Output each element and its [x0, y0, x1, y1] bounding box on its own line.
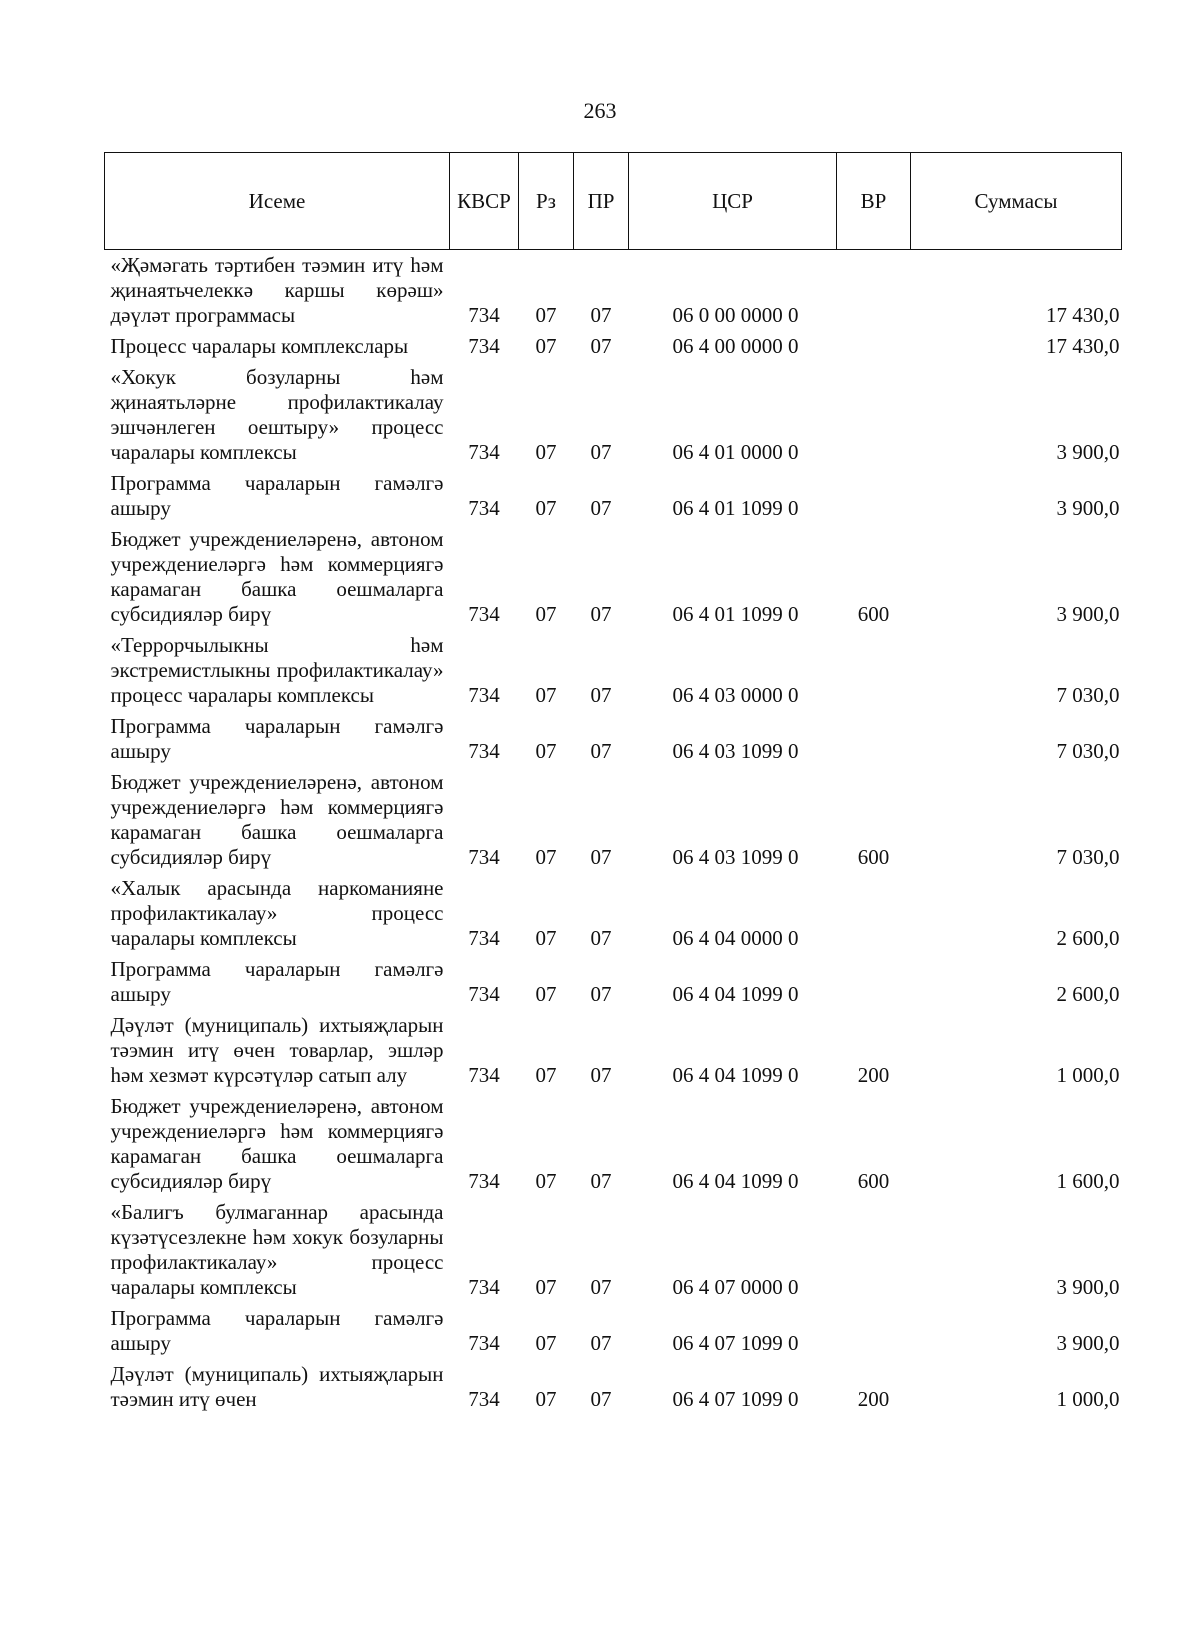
- row-sum: 3 900,0: [1056, 496, 1120, 520]
- row-kvsr: 734: [468, 1063, 500, 1087]
- table-row: [105, 1010, 1122, 1091]
- row-name: Программа чараларын гамәлгә ашыру: [110, 714, 444, 763]
- row-csr: 06 4 01 0000 0: [672, 440, 799, 464]
- row-sum: 1 600,0: [1056, 1169, 1120, 1193]
- row-rz: 07: [535, 334, 557, 358]
- row-kvsr: 734: [468, 496, 500, 520]
- header-pr: ПР: [574, 153, 629, 250]
- row-rz: 07: [535, 739, 557, 763]
- header-name: Исеме: [105, 153, 450, 250]
- row-kvsr: 734: [468, 926, 500, 950]
- table-row: [105, 362, 1122, 468]
- row-rz: 07: [535, 926, 557, 950]
- row-vr: 200: [857, 1063, 890, 1087]
- row-kvsr: 734: [468, 1331, 500, 1355]
- table-row: [105, 331, 1122, 362]
- row-kvsr: 734: [468, 1275, 500, 1299]
- row-pr: 07: [590, 845, 612, 869]
- row-kvsr: 734: [468, 602, 500, 626]
- row-csr: 06 4 07 1099 0: [672, 1387, 799, 1411]
- row-rz: 07: [535, 440, 557, 464]
- row-sum: 3 900,0: [1056, 1275, 1120, 1299]
- table-row: [105, 1091, 1122, 1197]
- row-csr: 06 4 04 1099 0: [672, 1169, 799, 1193]
- row-vr: 600: [857, 602, 890, 626]
- table-row: [105, 630, 1122, 711]
- row-pr: 07: [590, 1169, 612, 1193]
- row-sum: 17 430,0: [1046, 334, 1120, 358]
- row-vr: [837, 630, 911, 711]
- header-rz: Рз: [519, 153, 574, 250]
- page-number: 263: [583, 98, 617, 123]
- row-csr: 06 4 04 0000 0: [672, 926, 799, 950]
- row-rz: 07: [535, 982, 557, 1006]
- row-kvsr: 734: [468, 1387, 500, 1411]
- row-pr: 07: [590, 683, 612, 707]
- row-pr: 07: [590, 1331, 612, 1355]
- row-name: Дәүләт (муниципаль) ихтыяҗларын тәэмин итү өчен товарлар, эшләр һәм хезмәт күрсәтүләр сатып алу: [110, 1013, 444, 1087]
- row-sum: 2 600,0: [1056, 982, 1120, 1006]
- row-vr: [837, 1197, 911, 1303]
- row-vr: [837, 873, 911, 954]
- table-row: [105, 873, 1122, 954]
- row-sum: 3 900,0: [1056, 440, 1120, 464]
- row-csr: 06 4 07 1099 0: [672, 1331, 799, 1355]
- row-kvsr: 734: [468, 1169, 500, 1193]
- row-rz: 07: [535, 1275, 557, 1299]
- header-kvsr: КВСР: [450, 153, 519, 250]
- row-kvsr: 734: [468, 845, 500, 869]
- row-csr: 06 4 04 1099 0: [672, 982, 799, 1006]
- row-vr: [837, 1303, 911, 1359]
- row-rz: 07: [535, 303, 557, 327]
- row-name: Бюджет учреждениеләренә, автоном учреждениеләргә һәм коммерциягә карамаган башка оешмаларга субсидияләр бирү: [110, 1094, 444, 1193]
- table-row: [105, 250, 1122, 332]
- row-name: «Хокук бозуларны һәм җинаятьләрне профилактикалау эшчәнлеген оештыру» процесс чаралары комплексы: [110, 365, 444, 464]
- row-rz: 07: [535, 683, 557, 707]
- row-sum: 2 600,0: [1056, 926, 1120, 950]
- row-pr: 07: [590, 303, 612, 327]
- table-row: [105, 468, 1122, 524]
- row-name: Программа чараларын гамәлгә ашыру: [110, 1306, 444, 1355]
- table-row: [105, 524, 1122, 630]
- row-kvsr: 734: [468, 739, 500, 763]
- row-kvsr: 734: [468, 303, 500, 327]
- header-vr: ВР: [837, 153, 911, 250]
- row-pr: 07: [590, 1387, 612, 1411]
- table-row: [105, 1359, 1122, 1415]
- row-kvsr: 734: [468, 982, 500, 1006]
- row-sum: 17 430,0: [1046, 303, 1120, 327]
- row-vr: [837, 954, 911, 1010]
- row-csr: 06 4 00 0000 0: [672, 334, 799, 358]
- row-pr: 07: [590, 334, 612, 358]
- row-rz: 07: [535, 602, 557, 626]
- row-pr: 07: [590, 496, 612, 520]
- row-kvsr: 734: [468, 683, 500, 707]
- table-header: [105, 153, 1122, 250]
- table-row: [105, 1303, 1122, 1359]
- row-vr: [837, 250, 911, 332]
- row-name: Программа чараларын гамәлгә ашыру: [110, 471, 444, 520]
- table-body: [105, 250, 1122, 1416]
- row-rz: 07: [535, 1331, 557, 1355]
- row-name: «Халык арасында наркоманияне профилактикалау» процесс чаралары комплексы: [110, 876, 444, 950]
- row-rz: 07: [535, 496, 557, 520]
- row-rz: 07: [535, 1169, 557, 1193]
- row-pr: 07: [590, 982, 612, 1006]
- row-csr: 06 4 04 1099 0: [672, 1063, 799, 1087]
- row-csr: 06 0 00 0000 0: [672, 303, 799, 327]
- row-pr: 07: [590, 1275, 612, 1299]
- row-name: Бюджет учреждениеләренә, автоном учреждениеләргә һәм коммерциягә карамаган башка оешмаларга субсидияләр бирү: [110, 770, 444, 869]
- row-vr: 200: [857, 1387, 890, 1411]
- table-row: [105, 954, 1122, 1010]
- row-sum: 3 900,0: [1056, 1331, 1120, 1355]
- row-csr: 06 4 01 1099 0: [672, 496, 799, 520]
- row-sum: 1 000,0: [1056, 1387, 1120, 1411]
- table-row: [105, 1197, 1122, 1303]
- row-csr: 06 4 07 0000 0: [672, 1275, 799, 1299]
- row-sum: 7 030,0: [1056, 845, 1120, 869]
- row-sum: 1 000,0: [1056, 1063, 1120, 1087]
- row-rz: 07: [535, 1387, 557, 1411]
- row-kvsr: 734: [468, 334, 500, 358]
- row-pr: 07: [590, 739, 612, 763]
- row-name: «Террорчылыкны һәм экстремистлыкны профилактикалау» процесс чаралары комплексы: [110, 633, 444, 707]
- row-csr: 06 4 03 0000 0: [672, 683, 799, 707]
- row-pr: 07: [590, 1063, 612, 1087]
- row-rz: 07: [535, 845, 557, 869]
- row-name: Программа чараларын гамәлгә ашыру: [110, 957, 444, 1006]
- row-name: Процесс чаралары комплекслары: [110, 334, 409, 358]
- row-csr: 06 4 03 1099 0: [672, 739, 799, 763]
- table-row: [105, 711, 1122, 767]
- row-vr: 600: [857, 845, 890, 869]
- row-name: Дәүләт (муниципаль) ихтыяҗларын тәэмин итү өчен: [110, 1362, 444, 1411]
- row-pr: 07: [590, 602, 612, 626]
- row-sum: 3 900,0: [1056, 602, 1120, 626]
- row-sum: 7 030,0: [1056, 683, 1120, 707]
- table-row: [105, 767, 1122, 873]
- row-name: «Балигъ булмаганнар арасында күзәтүсезлекне һәм хокук бозуларны профилактикалау» процесс чаралары комплексы: [110, 1200, 444, 1299]
- row-pr: 07: [590, 440, 612, 464]
- row-name: «Җәмәгать тәртибен тәэмин итү һәм җинаятьчелеккә каршы көрәш» дәүләт программасы: [110, 253, 444, 327]
- header-csr: ЦСР: [629, 153, 837, 250]
- row-pr: 07: [590, 926, 612, 950]
- row-vr: [837, 331, 911, 362]
- row-csr: 06 4 01 1099 0: [672, 602, 799, 626]
- row-kvsr: 734: [468, 440, 500, 464]
- row-vr: [837, 362, 911, 468]
- row-vr: [837, 711, 911, 767]
- row-sum: 7 030,0: [1056, 739, 1120, 763]
- row-vr: 600: [857, 1169, 890, 1193]
- header-sum: Суммасы: [911, 153, 1122, 250]
- row-name: Бюджет учреждениеләренә, автоном учреждениеләргә һәм коммерциягә карамаган башка оешмаларга субсидияләр бирү: [110, 527, 444, 626]
- budget-table: [104, 152, 1122, 1415]
- row-rz: 07: [535, 1063, 557, 1087]
- row-csr: 06 4 03 1099 0: [672, 845, 799, 869]
- row-vr: [837, 468, 911, 524]
